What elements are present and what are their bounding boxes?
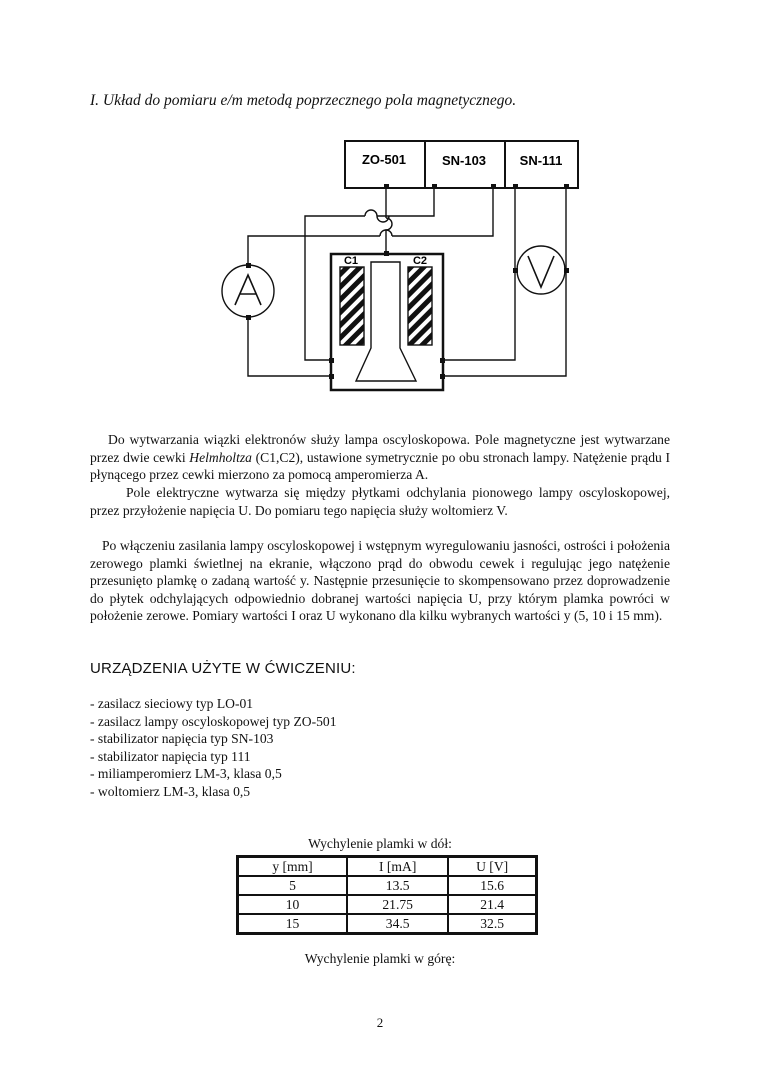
table-row bbox=[238, 895, 536, 914]
coil-label-c2: C2 bbox=[412, 255, 428, 267]
ammeter-symbol bbox=[222, 265, 274, 317]
table-row bbox=[238, 914, 536, 933]
circuit-diagram bbox=[210, 138, 590, 394]
table-cell: 34.5 bbox=[347, 914, 448, 933]
equipment-item: - stabilizator napięcia typ 111 bbox=[90, 748, 251, 764]
equipment-item: - woltomierz LM-3, klasa 0,5 bbox=[90, 783, 251, 799]
table-up-caption: Wychylenie plamki w górę: bbox=[304, 951, 456, 966]
equipment-title: URZĄDZENIA UŻYTE W ĆWICZENIU: bbox=[90, 660, 356, 677]
equipment-list bbox=[90, 695, 337, 800]
equipment-item: - miliamperomierz LM-3, klasa 0,5 bbox=[90, 766, 282, 781]
equipment-item: - zasilacz lampy oscyloskopowej typ ZO-501 bbox=[90, 713, 337, 729]
unit-label-sn103: SN-103 bbox=[441, 153, 487, 168]
unit-label-zo501: ZO-501 bbox=[361, 152, 407, 167]
table-cell: 32.5 bbox=[448, 914, 536, 933]
paragraph-lamp: Do wytwarzania wiązki elektronów służy lampa oscyloskopowa. Pole magnetyczne jest wytwarzane przez dwie cewki Helmholtza (C1,C2), ustawione symetrycznie po obu stronach lampy. Natężenie prądu I płynącego przez cewki mierzono za pomocą amperomierza A. bbox=[90, 432, 670, 482]
table-header-row bbox=[238, 857, 536, 876]
table-cell: 21.75 bbox=[347, 895, 448, 914]
helmholtz-term: Helmholtza bbox=[189, 449, 252, 465]
table-cell: 15 bbox=[238, 914, 347, 933]
equipment-item: - stabilizator napięcia typ SN-103 bbox=[90, 731, 274, 746]
coil-c2 bbox=[408, 267, 432, 345]
table-row bbox=[238, 876, 536, 895]
table-down bbox=[236, 855, 538, 935]
paragraph-procedure: Po włączeniu zasilania lampy oscyloskopowej i wstępnym wyregulowaniu jasności, ostrości i położenia zerowego plamki świetlnej na ekranie, włączono prąd do obwodu cewek i regulując jego natężenie przesunięto plamkę o zadaną wartość y. Następnie przesunięcie to skompensowano przez doprowadzenie do płytek odchylających odpowiednio dobranej wartości napięcia U, przy którym plamka powróci w położenie zerowe. Pomiary wartości I oraz U wykonano dla kilku wybranych wartości y (5, 10 i 15 mm). bbox=[90, 538, 670, 623]
table-cell: 21.4 bbox=[448, 895, 536, 914]
table-header-cell: I [mA] bbox=[347, 857, 448, 876]
page-number: 2 bbox=[376, 1015, 384, 1030]
table-down-caption: Wychylenie plamki w dół: bbox=[308, 836, 452, 851]
table-header-cell: y [mm] bbox=[238, 857, 347, 876]
table-cell: 15.6 bbox=[448, 876, 536, 895]
table-header-cell: U [V] bbox=[448, 857, 536, 876]
coil-c1 bbox=[340, 267, 364, 345]
wire-crossing-hop bbox=[365, 210, 377, 216]
table-cell: 10 bbox=[238, 895, 347, 914]
paragraph-electric-field: Pole elektryczne wytwarza się między płytkami odchylania pionowego lampy oscyloskopowej, przez przyłożenie napięcia U. Do pomiaru tego napięcia służy woltomierz V. bbox=[90, 485, 670, 518]
table-cell: 13.5 bbox=[347, 876, 448, 895]
coil-label-c1: C1 bbox=[343, 255, 359, 267]
page-heading: I. Układ do pomiaru e/m metodą poprzecznego pola magnetycznego. bbox=[90, 92, 517, 109]
unit-label-sn111: SN-111 bbox=[519, 153, 563, 168]
table-cell: 5 bbox=[238, 876, 347, 895]
equipment-item: - zasilacz sieciowy typ LO-01 bbox=[90, 696, 254, 711]
